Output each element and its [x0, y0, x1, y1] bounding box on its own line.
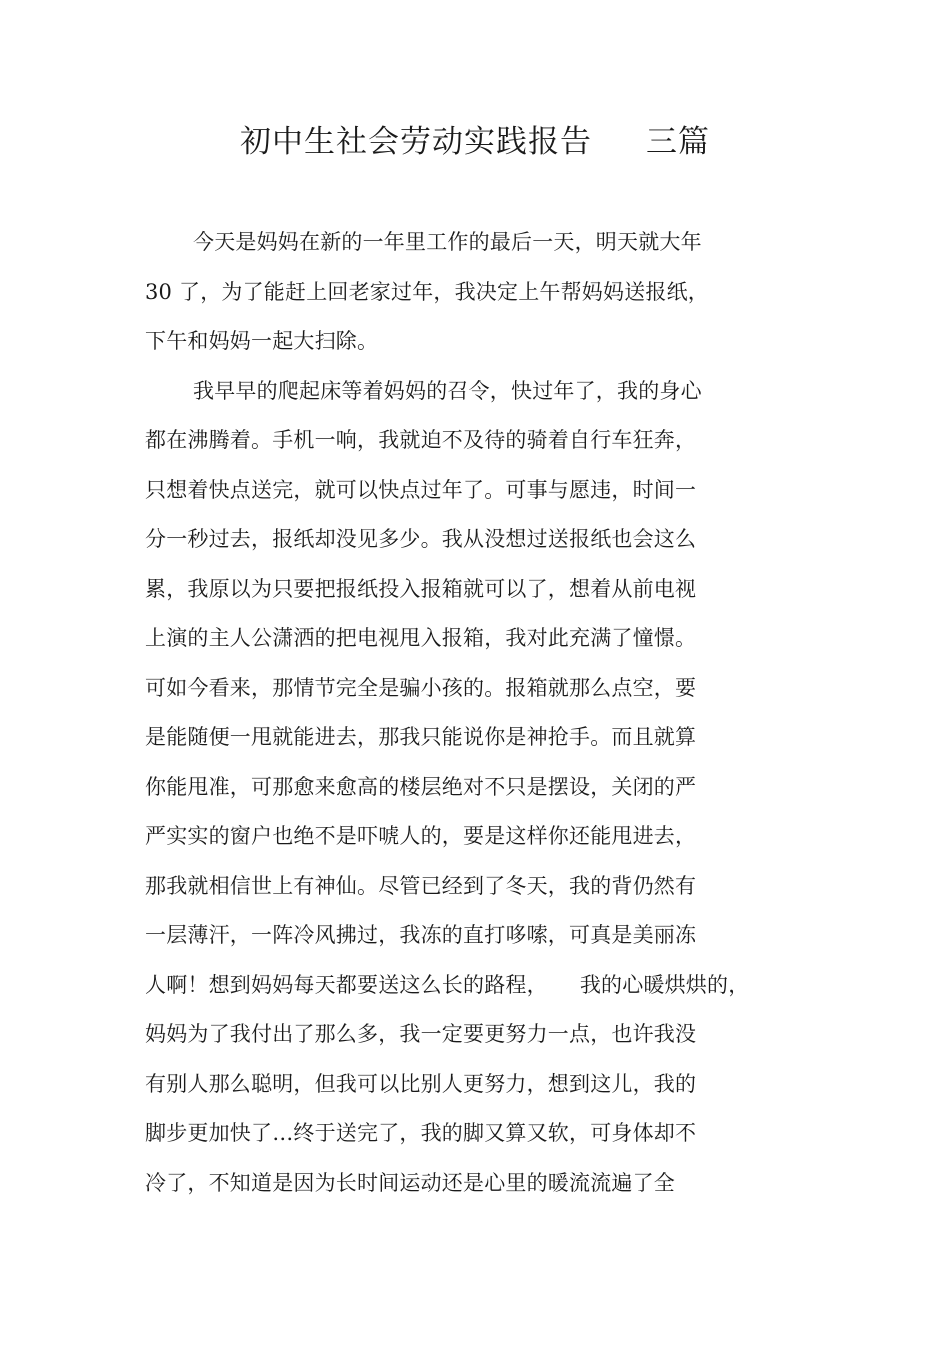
line-segment: 人啊！想到妈妈每天都要送这么长的路程，	[145, 972, 548, 997]
paragraph-line: 上演的主人公潇洒的把电视甩入报箱，我对此充满了憧憬。	[145, 626, 697, 650]
paragraph-line: 一层薄汗，一阵冷风拂过，我冻的直打哆嗦，可真是美丽冻	[145, 923, 697, 947]
paragraph-line	[145, 969, 805, 1019]
paragraph-line: 有别人那么聪明，但我可以比别人更努力，想到这儿，我的	[145, 1071, 697, 1096]
document-body	[145, 226, 805, 1216]
paragraph-line: 下午和妈妈一起大扫除。	[145, 329, 379, 353]
paragraph-line: 严实实的窗户也绝不是吓唬人的，要是这样你还能甩进去，	[145, 824, 697, 848]
paragraph-line: 我早早的爬起床等着妈妈的召令，快过年了，我的身心	[193, 378, 702, 403]
line-segment: 我的心暖烘烘的，	[579, 972, 750, 997]
paragraph-line: 只想着快点送完，就可以快点过年了。可事与愿违，时间一	[145, 477, 697, 502]
paragraph-line: 是能随便一甩就能进去，那我只能说你是神抢手。而且就算	[145, 725, 697, 749]
paragraph-line: 分一秒过去，报纸却没见多少。我从没想过送报纸也会这么	[145, 527, 697, 551]
paragraph-line: 那我就相信世上有神仙。尽管已经到了冬天，我的背仍然有	[145, 873, 697, 898]
paragraph-line: 30 了，为了能赶上回老家过年，我决定上午帮妈妈送报纸，	[145, 279, 709, 304]
paragraph-line: 妈妈为了我付出了那么多，我一定要更努力一点，也许我没	[145, 1022, 697, 1046]
title-suffix: 三篇	[646, 124, 710, 160]
document-title	[0, 120, 950, 164]
paragraph-line: 脚步更加快了…终于送完了，我的脚又算又软，可身体却不	[145, 1121, 697, 1145]
paragraph-line: 今天是妈妈在新的一年里工作的最后一天，明天就大年	[193, 230, 702, 254]
paragraph-line: 累，我原以为只要把报纸投入报箱就可以了，想着从前电视	[145, 576, 697, 601]
paragraph-line: 冷了，不知道是因为长时间运动还是心里的暖流流遍了全	[145, 1170, 675, 1195]
paragraph-line: 你能甩准，可那愈来愈高的楼层绝对不只是摆设，关闭的严	[145, 774, 697, 799]
paragraph-line: 可如今看来，那情节完全是骗小孩的。报箱就那么点空，要	[145, 675, 697, 700]
paragraph-line: 都在沸腾着。手机一响，我就迫不及待的骑着自行车狂奔，	[145, 428, 697, 452]
title-main: 初中生社会劳动实践报告	[240, 124, 592, 160]
